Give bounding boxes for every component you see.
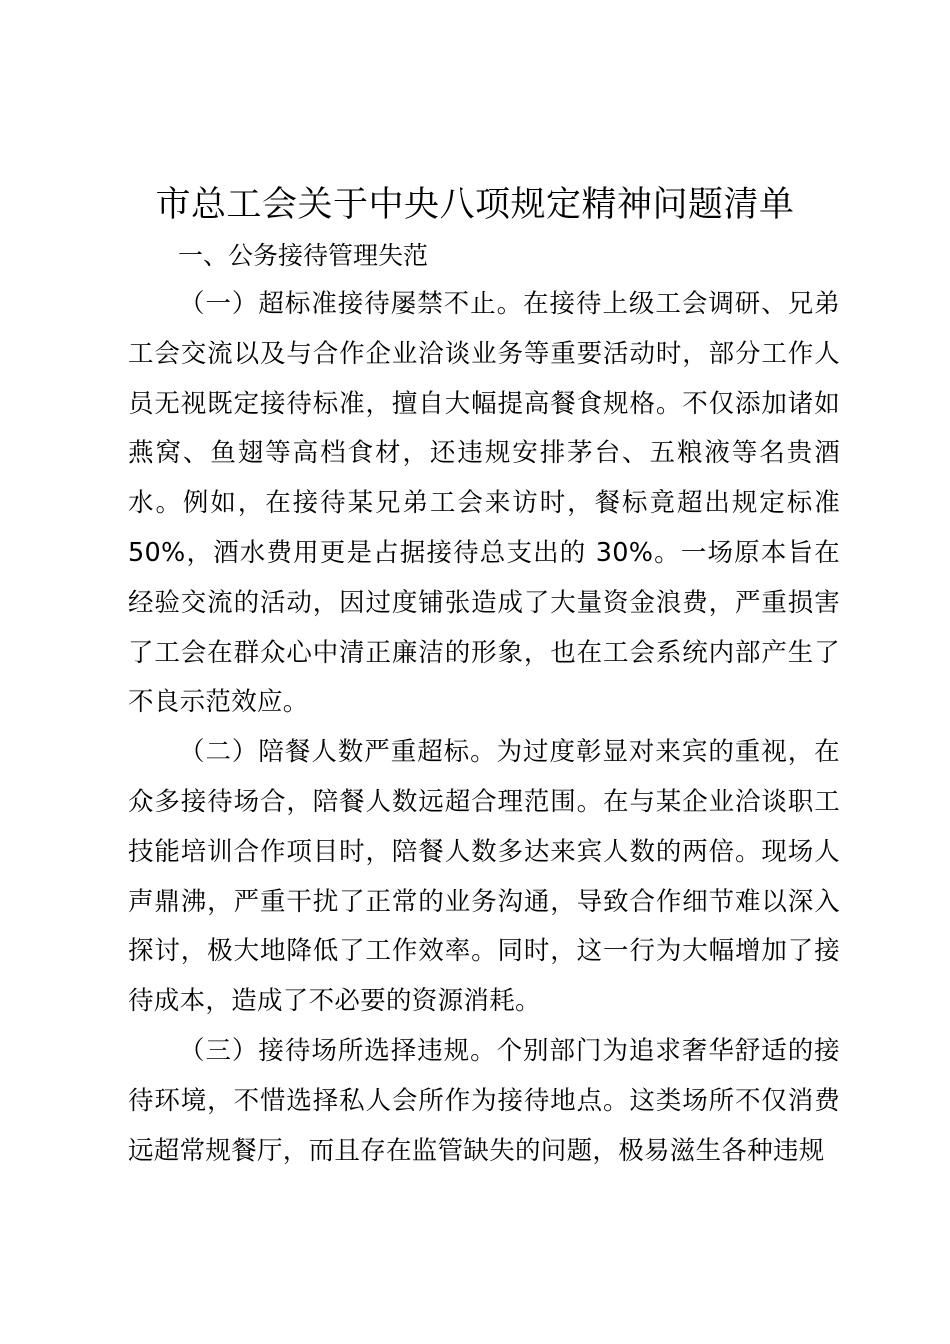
section-heading: 一、公务接待管理失范 xyxy=(178,241,429,270)
paragraph-3: （三）接待场所选择违规。个别部门为追求奢华舒适的接待环境，不惜选择私人会所作为接待地点。这类场所不仅消费远超常规餐厅，而且存在监管缺失的问题，极易滋生各种违规 xyxy=(128,1035,840,1166)
paragraph-2: （二）陪餐人数严重超标。为过度彰显对来宾的重视，在众多接待场合，陪餐人数远超合理范围。在与某企业洽谈职工技能培训合作项目时，陪餐人数多达来宾人数的两倍。现场人声鼎沸，严重干扰了正常的业务沟通，导致合作细节难以深入探讨，极大地降低了工作效率。同时，这一行为大幅增加了接待成本，造成了不必要的资源消耗。 xyxy=(128,737,840,1017)
paragraph-1: （一）超标准接待屡禁不止。在接待上级工会调研、兄弟工会交流以及与合作企业洽谈业务等重要活动时，部分工作人员无视既定接待标准，擅自大幅提高餐食规格。不仅添加诸如燕窝、鱼翅等高档食材，还违规安排茅台、五粮液等名贵酒水。例如，在接待某兄弟工会来访时，餐标竟超出规定标准 50%，酒水费用更是占据接待总支出的 30%。一场原本旨在经验交流的活动，因过度铺张造成了大量资金浪费，严重损害了工会在群众心中清正廉洁的形象，也在工会系统内部产生了不良示范效应。 xyxy=(128,289,840,718)
document-body xyxy=(128,280,840,1176)
document-title: 市总工会关于中央八项规定精神问题清单 xyxy=(155,185,795,225)
